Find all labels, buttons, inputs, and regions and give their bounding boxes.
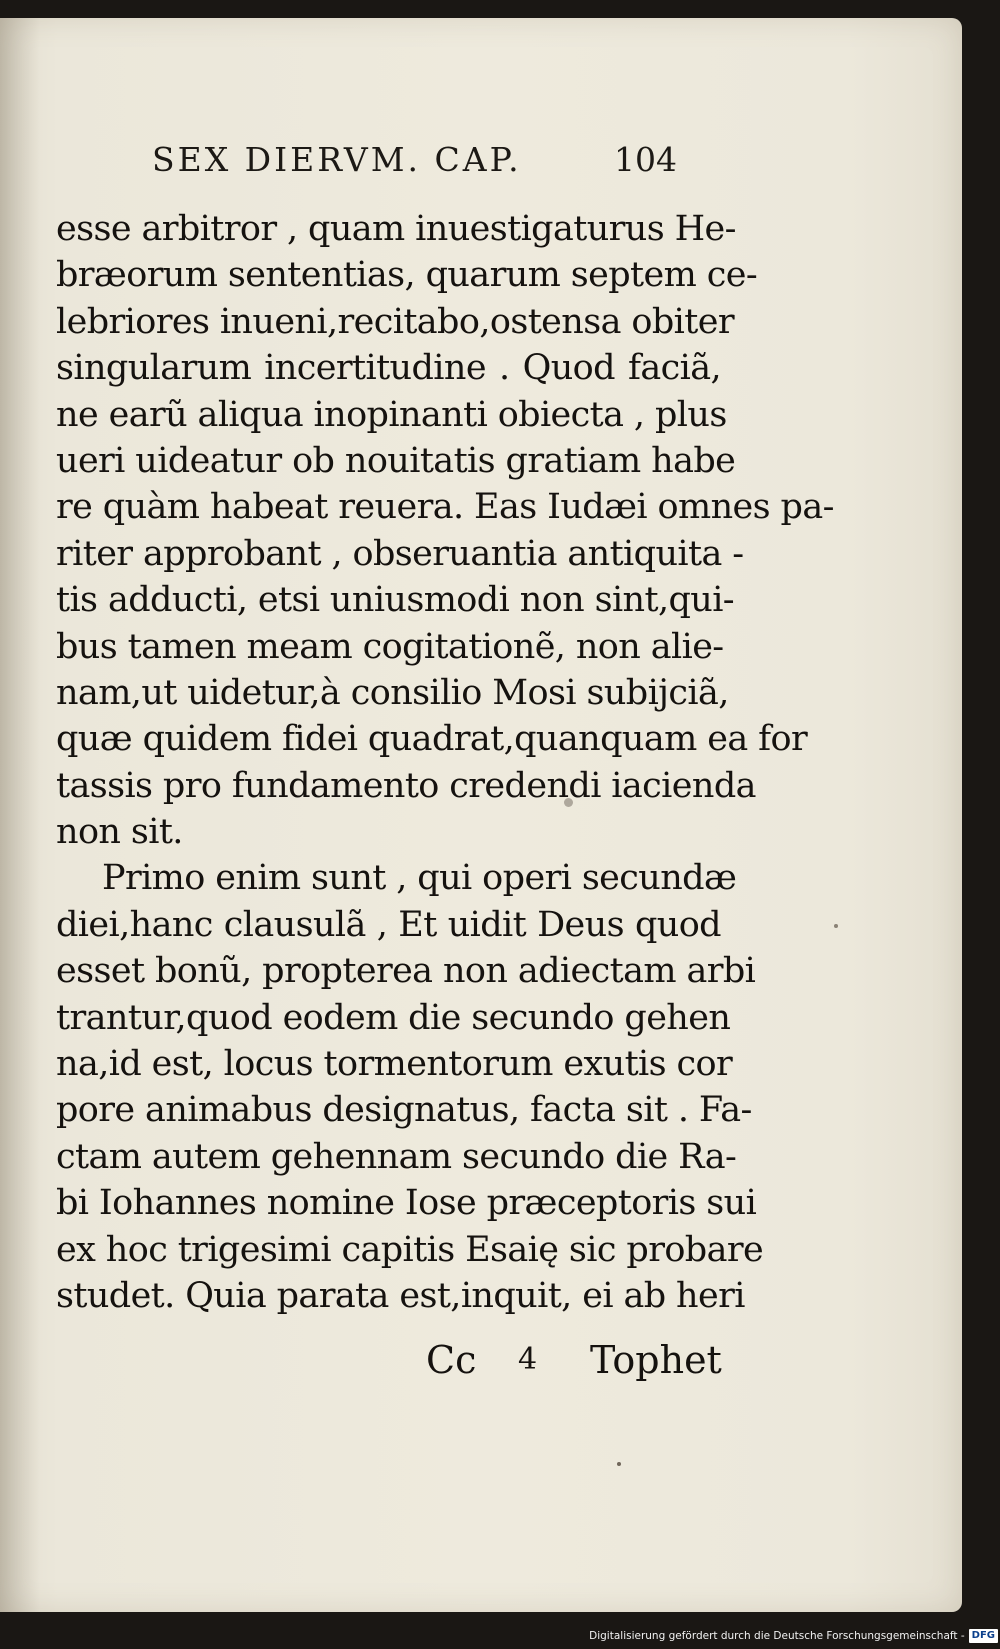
text-line: bus tamen meam cogitationẽ, non alie- [56,626,724,667]
signature-mark: Cc [426,1338,477,1382]
paragraph-start-line: Primo enim sunt , qui operi secundæ [102,858,737,899]
paper-speck [834,924,838,928]
running-head-title: SEX DIERVM. CAP. [152,140,522,179]
catchword: Tophet [590,1338,722,1382]
folio-number: 104 [614,140,677,179]
text-line: quæ quidem fidei quadrat,quanquam ea for [56,719,808,760]
text-line: tassis pro fundamento credendi iacienda [56,765,756,806]
text-line: na,id est, locus tormentorum exutis cor [56,1044,733,1085]
text-line: re quàm habeat reuera. Eas Iudæi omnes pa- [56,487,834,528]
text-line: riter approbant , obseruantia antiquita - [56,533,744,574]
catchline [426,1338,722,1386]
text-line: esset bonũ, propterea non adiectam arbi [56,951,756,992]
running-head [152,140,677,184]
text-line: studet. Quia parata est,inquit, ei ab heri [56,1275,745,1316]
text-line: nam,ut uidetur,à consilio Mosi subijciã, [56,672,729,713]
text-block [56,206,834,1319]
digitization-credit [589,1627,1000,1645]
signature-number: 4 [518,1342,538,1377]
text-line: ex hoc trigesimi capitis Esaię sic probare [56,1229,764,1270]
text-line: ctam autem gehennam secundo die Ra- [56,1136,737,1177]
credit-text: Digitalisierung gefördert durch die Deutsche Forschungsgemeinschaft - [589,1630,965,1642]
paragraph-end-line: non sit. [56,812,183,853]
text-line: singularum incertitudine . Quod faciã, [56,348,721,389]
text-line: ueri uideatur ob nouitatis gratiam habe [56,440,736,481]
text-line: ne earũ aliqua inopinanti obiecta , plus [56,394,727,435]
text-line: esse arbitror , quam inuestigaturus He- [56,209,736,249]
text-line: diei,hanc clausulã , Et uidit Deus quod [56,904,721,945]
paper-speck [564,798,573,807]
text-line: lebriores inueni,recitabo,ostensa obiter [56,301,734,342]
gutter-shadow [0,18,40,1612]
text-line: pore animabus designatus, facta sit . Fa- [56,1090,752,1131]
text-line: tis adducti, etsi uniusmodi non sint,qui- [56,580,735,621]
text-line: bi Iohannes nomine Iose præceptoris sui [56,1183,757,1224]
paper-speck [617,1462,621,1466]
book-page [0,18,962,1612]
text-line: bræorum sententias, quarum septem ce- [56,255,758,296]
dfg-logo: DFG [969,1629,998,1643]
text-line: trantur,quod eodem die secundo gehen [56,997,731,1038]
